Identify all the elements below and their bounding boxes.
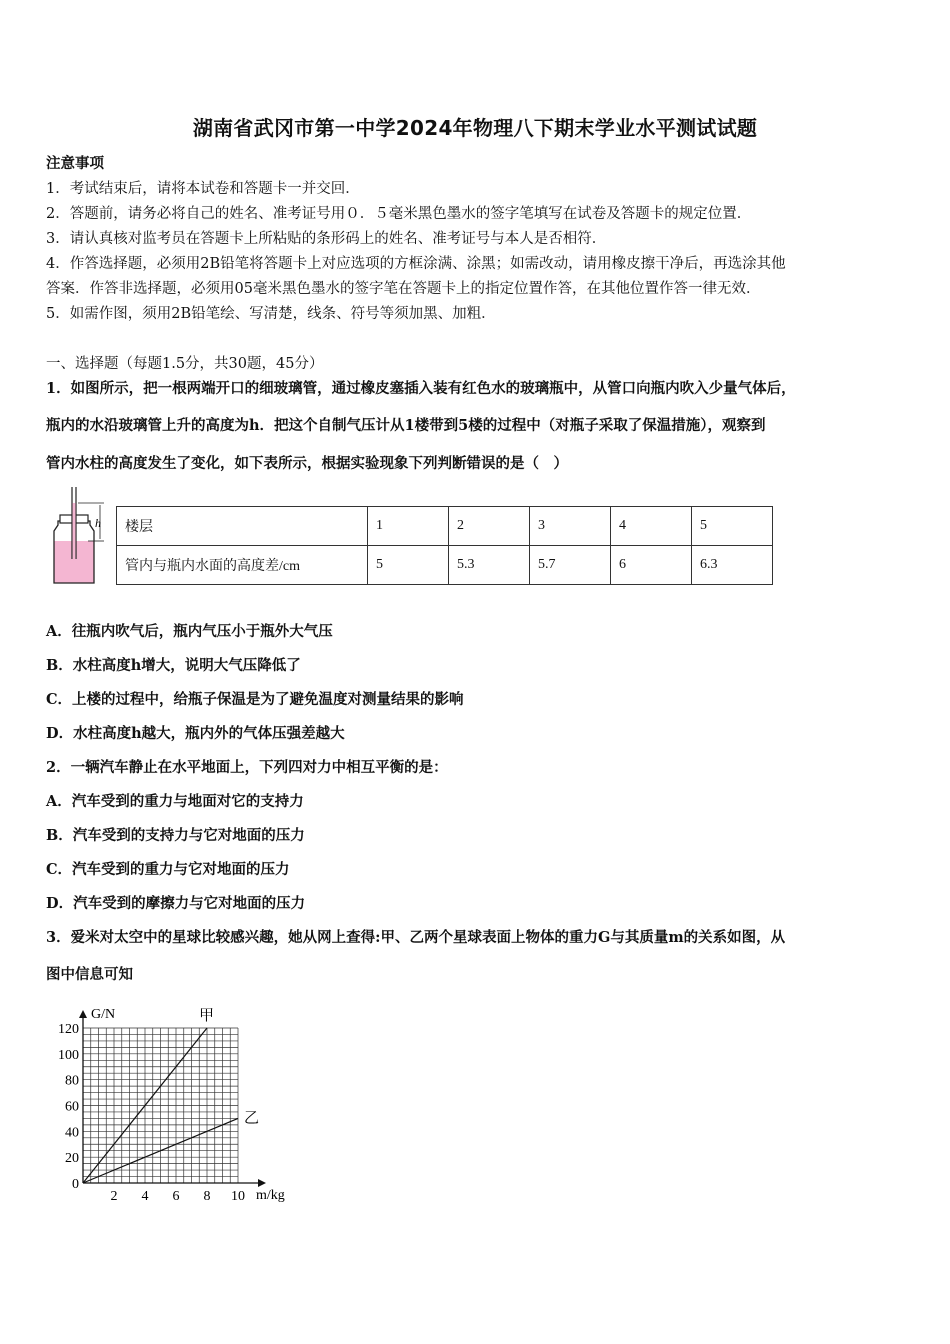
table-cell: 6.3 [692, 546, 773, 585]
y-axis-label: G/N [91, 1007, 116, 1022]
q1-stem-line: 瓶内的水沿玻璃管上升的高度为h．把这个自制气压计从1楼带到5楼的过程中（对瓶子采取了保温措施），观察到 [46, 417, 766, 434]
x-tick-label: 4 [141, 1189, 149, 1204]
q1-option-d: D．水柱高度h越大，瓶内外的气体压强差越大 [46, 725, 345, 742]
table-row [117, 507, 773, 546]
y-tick-label: 40 [65, 1125, 79, 1141]
notice-item: 4．作答选择题，必须用2B铅笔将答题卡上对应选项的方框涂满、涂黑；如需改动，请用橡皮擦干净后，再选涂其他 [46, 256, 786, 272]
x-axis-arrow [258, 1179, 266, 1187]
table-cell: 2 [449, 507, 530, 546]
y-tick-label: 100 [58, 1047, 79, 1063]
y-tick-label: 20 [65, 1151, 79, 1167]
floor-height-table [116, 506, 773, 585]
table-header-height: 管内与瓶内水面的高度差/cm [117, 546, 368, 585]
table-cell: 5.7 [530, 546, 611, 585]
table-cell: 3 [530, 507, 611, 546]
notice-heading: 注意事项 [46, 155, 104, 172]
table-cell: 6 [611, 546, 692, 585]
table-cell: 5.3 [449, 546, 530, 585]
notice-item: 1．考试结束后，请将本试卷和答题卡一并交回． [46, 181, 360, 197]
q2-option-b: B．汽车受到的支持力与它对地面的压力 [46, 827, 305, 844]
notice-item: 答案．作答非选择题，必须用05毫米黑色墨水的签字笔在答题卡上的指定位置作答，在其他位置作答一律无效． [46, 281, 761, 297]
table-row [117, 546, 773, 585]
notice-item: 3．请认真核对监考员在答题卡上所粘贴的条形码上的姓名、准考证号与本人是否相符． [46, 231, 607, 247]
y-tick-label: 120 [58, 1022, 79, 1037]
x-tick-label: 8 [203, 1189, 211, 1204]
notice-item: 5．如需作图，须用2B铅笔绘、写清楚，线条、符号等须加黑、加粗． [46, 306, 496, 322]
x-axis-label: m/kg [256, 1188, 285, 1203]
q3-stem-line: 3．爱米对太空中的星球比较感兴趣，她从网上查得:甲、乙两个星球表面上物体的重力G与其质量m的关系如图，从 [46, 929, 786, 946]
x-tick-label: 6 [172, 1189, 180, 1204]
q2-option-a: A．汽车受到的重力与地面对它的支持力 [46, 793, 304, 810]
table-cell: 1 [368, 507, 449, 546]
q1-option-c: C．上楼的过程中，给瓶子保温是为了避免温度对测量结果的影响 [46, 691, 464, 708]
q1-option-a: A．往瓶内吹气后，瓶内气压小于瓶外大气压 [46, 623, 333, 640]
section-heading: 一、选择题（每题1.5分，共30题，45分） [46, 356, 324, 372]
series-label: 甲 [199, 1008, 215, 1024]
x-tick-label: 2 [110, 1189, 118, 1204]
q2-stem: 2．一辆汽车静止在水平地面上，下列四对力中相互平衡的是： [46, 759, 448, 776]
y-tick-label: 0 [72, 1177, 79, 1192]
series-label: 乙 [244, 1110, 260, 1127]
x-tick-label: 10 [231, 1189, 245, 1204]
notice-item: 2．答题前，请务必将自己的姓名、准考证号用０．５毫米黑色墨水的签字笔填写在试卷及答题卡的规定位置． [46, 206, 752, 222]
q1-stem-line: 管内水柱的高度发生了变化，如下表所示，根据实验现象下列判断错误的是（ ） [46, 455, 568, 472]
q1-stem-line: 1．如图所示，把一根两端开口的细玻璃管，通过橡皮塞插入装有红色水的玻璃瓶中，从管口向瓶内吹入少量气体后， [46, 380, 796, 397]
table-header-floor: 楼层 [117, 507, 368, 546]
table-cell: 5 [692, 507, 773, 546]
page-title: 湖南省武冈市第一中学2024年物理八下期末学业水平测试试题 [192, 116, 758, 140]
q2-option-d: D．汽车受到的摩擦力与它对地面的压力 [46, 895, 306, 912]
table-cell: 4 [611, 507, 692, 546]
barometer-figure [48, 483, 116, 589]
y-tick-label: 80 [65, 1073, 79, 1089]
gravity-mass-chart [40, 1000, 310, 1215]
table-cell: 5 [368, 546, 449, 585]
y-axis-arrow [79, 1010, 87, 1018]
water-column [73, 503, 76, 559]
q3-stem-line: 图中信息可知 [46, 966, 133, 983]
y-tick-label: 60 [65, 1099, 79, 1115]
height-label: h [95, 516, 101, 530]
q2-option-c: C．汽车受到的重力与它对地面的压力 [46, 861, 290, 878]
q1-option-b: B．水柱高度h增大，说明大气压降低了 [46, 657, 301, 674]
